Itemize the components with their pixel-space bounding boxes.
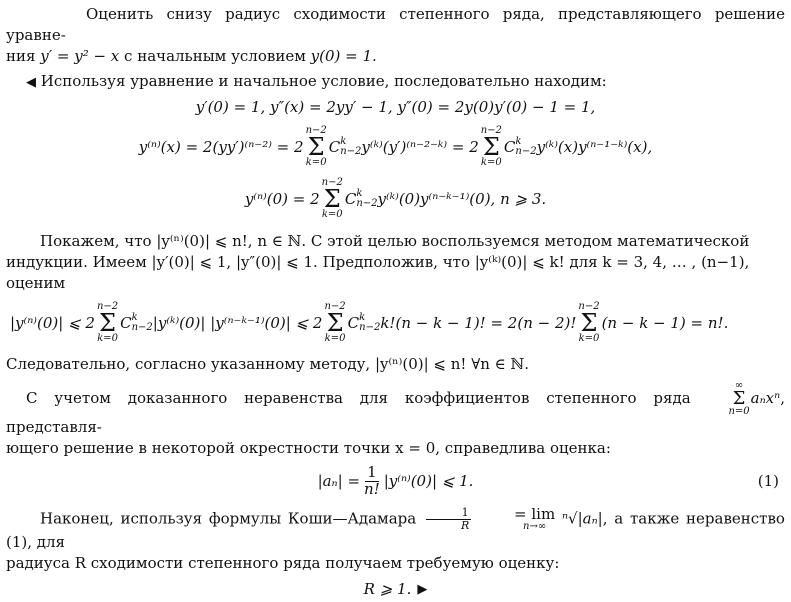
final-paragraph [6,507,785,574]
series-sum-symbol: ∞ Σ n=0 [708,381,749,417]
binomial-sup: k [359,312,366,323]
document-page [6,4,785,602]
induction-line2: индукции. Имеем |y′(0)| ⩽ 1, |y″(0)| ⩽ 1. Предположив, что |y⁽ᵏ⁾(0)| ⩽ k! для k = 3, 4, … , (n−1), [6,253,750,271]
sum-lower-limit: k=0 [97,333,118,344]
nth-derivative-right: y⁽ᵏ⁾(x)y⁽ⁿ⁻¹⁻ᵏ⁾(x), [536,137,653,156]
final-line1-b: , а также неравенство (1), для [6,509,785,551]
sum-lower-limit: k=0 [324,333,346,344]
sum-lower-limit: k=0 [305,157,327,168]
sum-symbol: n−2 Σ k=0 [324,301,346,344]
sum-symbol: n−2 Σ k=0 [96,301,119,344]
sum-lower-limit: k=0 [480,157,502,168]
induction-line1: Покажем, что |y⁽ⁿ⁾(0)| ⩽ n!, n ∈ ℕ. С этой целью воспользуемся методом математической [40,232,750,250]
sum-upper-limit: n−2 [96,301,119,312]
equation-1 [6,459,785,503]
sum-symbol: n−2 Σ k=0 [480,125,502,168]
final-line2: радиуса R сходимости степенного ряда получаем требуемую оценку: [6,554,560,572]
binomial-symbol: C [347,313,360,332]
coefficient-line1-b: , представля- [6,389,785,436]
solution-intro-text: Используя уравнение и начальное условие, последовательно находим: [40,72,607,90]
sum-symbol: n−2 Σ k=0 [578,301,600,344]
intro-line2-mid: с начальным условием [119,47,311,65]
solution-end-marker: ▶ [417,581,428,597]
binomial-symbol: C [120,313,132,332]
binomial-sup: k [515,136,522,147]
induction-line3: оценим [6,274,66,292]
induction-paragraph [6,231,785,294]
limsup-text: = lim [514,505,556,523]
binomial-sup: k [356,188,363,199]
binomial-symbol: C [328,137,341,156]
final-line1-a: Наконец, используя формулы Коши—Адамара [40,509,417,528]
estimate-part-b: |y⁽ᵏ⁾(0)| |y⁽ⁿ⁻ᵏ⁻¹⁾(0)| ⩽ 2 [152,313,323,332]
sum-symbol: n−2 Σ k=0 [321,177,343,220]
binomial-sup: k [131,312,138,323]
result-inequality: R ⩾ 1. [363,579,412,598]
differential-equation: y′ = y² − x [40,47,120,65]
fraction-denominator: R [460,519,470,532]
binomial-sub: n−2 [131,322,153,333]
equation-number: (1) [757,471,779,490]
sum-upper-limit: n−2 [480,125,502,136]
limsup-subscript: n→∞ [523,521,547,532]
binomial-sub: n−2 [515,146,537,157]
equation-derivatives [6,93,785,121]
sum-lower-limit: k=0 [321,209,343,220]
nth-at-zero-left: y⁽ⁿ⁾(0) = 2 [244,189,320,208]
binomial-symbol: C [344,189,357,208]
fraction-numerator: 1 [367,462,377,481]
estimate-part-c: k!(n − k − 1)! = 2(n − 2)! [380,313,577,332]
binomial-sup: k [340,136,347,147]
series-upper-limit: ∞ [734,380,744,391]
derivatives-formula: y′(0) = 1, y″(x) = 2yy′ − 1, y″(0) = 2y(0)y′(0) − 1 = 1, [195,97,596,116]
binomial-symbol: C [503,137,516,156]
problem-statement [6,4,785,67]
equation-nth-derivative-at-zero [6,173,785,225]
final-result [6,576,785,602]
nth-root: ⁿ√|aₙ| [561,509,603,528]
fraction-one-over-n-factorial [362,462,382,498]
induction-conclusion [6,354,785,375]
sum-upper-limit: n−2 [324,301,346,312]
nth-at-zero-right: y⁽ᵏ⁾(0)y⁽ⁿ⁻ᵏ⁻¹⁾(0), n ⩾ 3. [377,189,547,208]
sum-upper-limit: n−2 [578,301,600,312]
sum-upper-limit: n−2 [305,125,327,136]
nth-derivative-left: y⁽ⁿ⁾(x) = 2(yy′)⁽ⁿ⁻²⁾ = 2 [138,137,304,156]
equation-nth-derivative [6,121,785,173]
coefficient-bound-left: |aₙ| = [317,471,361,490]
induction-conclusion-text: Следовательно, согласно указанному методу, |y⁽ⁿ⁾(0)| ⩽ n! ∀n ∈ ℕ. [6,355,530,373]
fraction-denominator: n! [364,479,380,498]
sum-upper-limit: n−2 [321,177,343,188]
initial-condition: y(0) = 1. [310,47,377,65]
estimate-part-d: (n − k − 1) = n!. [601,313,729,332]
binomial-sub: n−2 [359,322,381,333]
intro-line2-prefix: ния [6,47,41,65]
intro-line1: Оценить снизу радиус сходимости степенного ряда, представляющего решение уравне- [6,5,785,44]
solution-start-marker: ◀ [26,75,36,90]
coefficient-paragraph [6,381,785,459]
nth-derivative-mid: y⁽ᵏ⁾(y′)⁽ⁿ⁻²⁻ᵏ⁾ = 2 [361,137,479,156]
coefficient-line1-a: С учетом доказанного неравенства для коэффициентов степенного ряда [26,389,691,407]
fraction-numerator: 1 [426,507,471,520]
binomial-sub: n−2 [356,198,378,209]
series-term: aₙxⁿ [750,389,781,407]
sum-symbol: n−2 Σ k=0 [305,125,327,168]
coefficient-bound-right: |y⁽ⁿ⁾(0)| ⩽ 1. [383,471,474,490]
coefficient-line2: ющего решение в некоторой окрестности точки x = 0, справедлива оценка: [6,439,611,457]
sum-lower-limit: k=0 [578,333,600,344]
estimate-part-a: |y⁽ⁿ⁾(0)| ⩽ 2 [10,313,95,332]
solution-intro [6,71,785,93]
equation-induction-estimate [6,294,785,352]
series-lower-limit: n=0 [728,406,750,417]
binomial-sub: n−2 [340,146,362,157]
limsup [480,507,555,532]
fraction-one-over-r [425,507,471,531]
